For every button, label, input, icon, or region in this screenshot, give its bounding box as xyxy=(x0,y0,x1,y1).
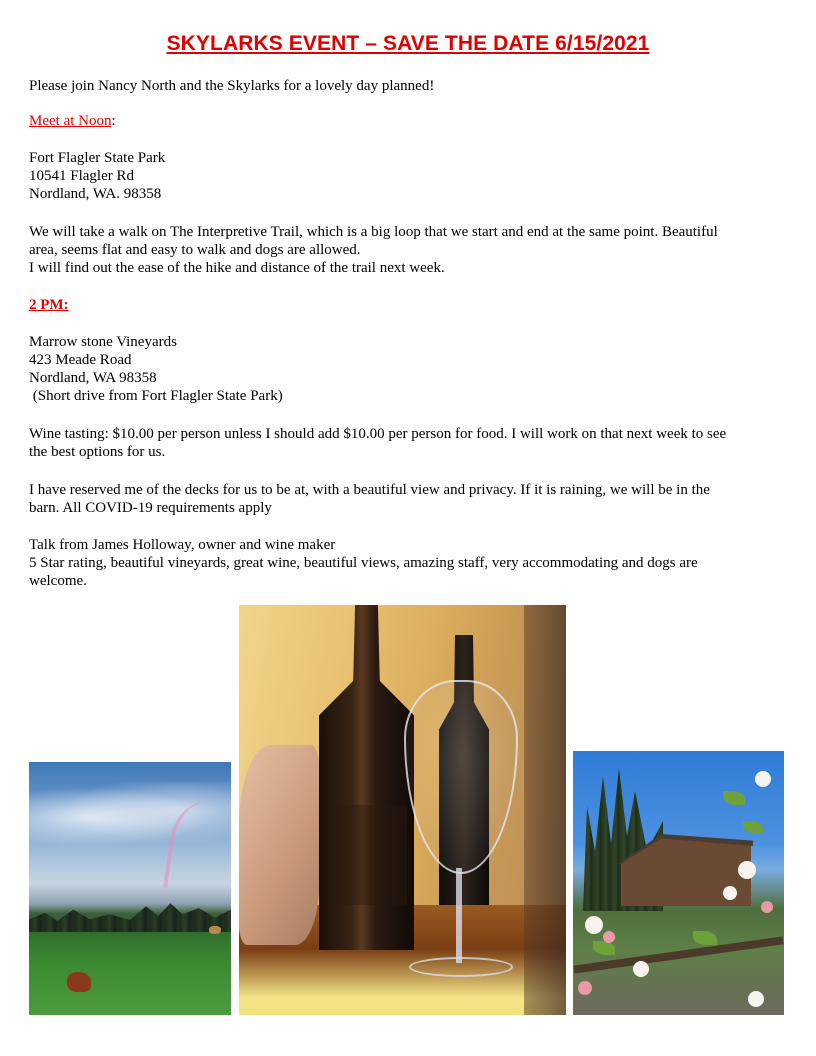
talk-line-2: 5 Star rating, beautiful vineyards, great wine, beautiful views, amazing staff, very accommodating and dogs are xyxy=(29,555,698,571)
wine-glass xyxy=(404,680,518,874)
decks-line-2: barn. All COVID-19 requirements apply xyxy=(29,500,272,516)
vineyard-blossom xyxy=(755,771,771,787)
talk-line-3: welcome. xyxy=(29,573,87,589)
wine-hand xyxy=(239,745,319,945)
vineyard-blossom xyxy=(748,991,764,1007)
field-dog xyxy=(67,972,91,992)
vineyard-blossom xyxy=(585,916,603,934)
vineyard-leaf xyxy=(593,941,615,955)
vineyard-address-note: (Short drive from Fort Flagler State Park) xyxy=(29,388,283,404)
vineyard-blossom xyxy=(738,861,756,879)
vineyard-leaf xyxy=(693,931,717,945)
vineyard-blossom xyxy=(723,886,737,900)
meet-heading: Meet at Noon xyxy=(29,113,112,129)
vineyard-address-line-2: 423 Meade Road xyxy=(29,352,132,368)
vineyard-blossom-pink xyxy=(761,901,773,913)
wine-glass-foreground xyxy=(524,605,566,1015)
wine-tasting-line-1: Wine tasting: $10.00 per person unless I should add $10.00 per person for food. I will work on that next week to see xyxy=(29,426,727,442)
field-dog-distant xyxy=(209,926,221,934)
meet-address-line-1: Fort Flagler State Park xyxy=(29,150,166,166)
afternoon-heading: 2 PM: xyxy=(29,297,69,313)
wine-tasting-photo xyxy=(239,605,566,1015)
wine-glass-foot xyxy=(409,957,513,977)
wine-tasting-line-2: the best options for us. xyxy=(29,444,166,460)
talk-line-1: Talk from James Holloway, owner and wine maker xyxy=(29,537,336,553)
page-title: SKYLARKS EVENT – SAVE THE DATE 6/15/2021 xyxy=(166,32,650,55)
vineyard-leaf xyxy=(723,791,745,805)
field-photo xyxy=(29,762,231,1015)
vineyard-blossom-pink xyxy=(603,931,615,943)
meet-address-line-2: 10541 Flagler Rd xyxy=(29,168,134,184)
vineyard-barn-photo xyxy=(573,751,784,1015)
meet-description-line-1: We will take a walk on The Interpretive Trail, which is a big loop that we start and end at the same point. Beautiful xyxy=(29,224,718,240)
vineyard-leaf xyxy=(743,821,763,833)
meet-heading-line xyxy=(29,112,116,130)
decks-line-1: I have reserved me of the decks for us to be at, with a beautiful view and privacy. If it is raining, we will be in the xyxy=(29,482,710,498)
vineyard-blossom-pink xyxy=(578,981,592,995)
field-trees xyxy=(29,900,231,932)
wine-glass-stem xyxy=(456,868,462,963)
meet-description-line-3: I will find out the ease of the hike and distance of the trail next week. xyxy=(29,260,445,276)
meet-description-line-2: area, seems flat and easy to walk and dogs are allowed. xyxy=(29,242,361,258)
vineyard-address-line-3: Nordland, WA 98358 xyxy=(29,370,157,386)
meet-heading-colon: : xyxy=(111,113,116,129)
meet-address-line-3: Nordland, WA. 98358 xyxy=(29,186,162,202)
intro-text: Please join Nancy North and the Skylarks for a lovely day planned! xyxy=(29,78,435,94)
wine-bottle-label xyxy=(327,805,407,905)
vineyard-blossom xyxy=(633,961,649,977)
vineyard-address-line-1: Marrow stone Vineyards xyxy=(29,334,177,350)
